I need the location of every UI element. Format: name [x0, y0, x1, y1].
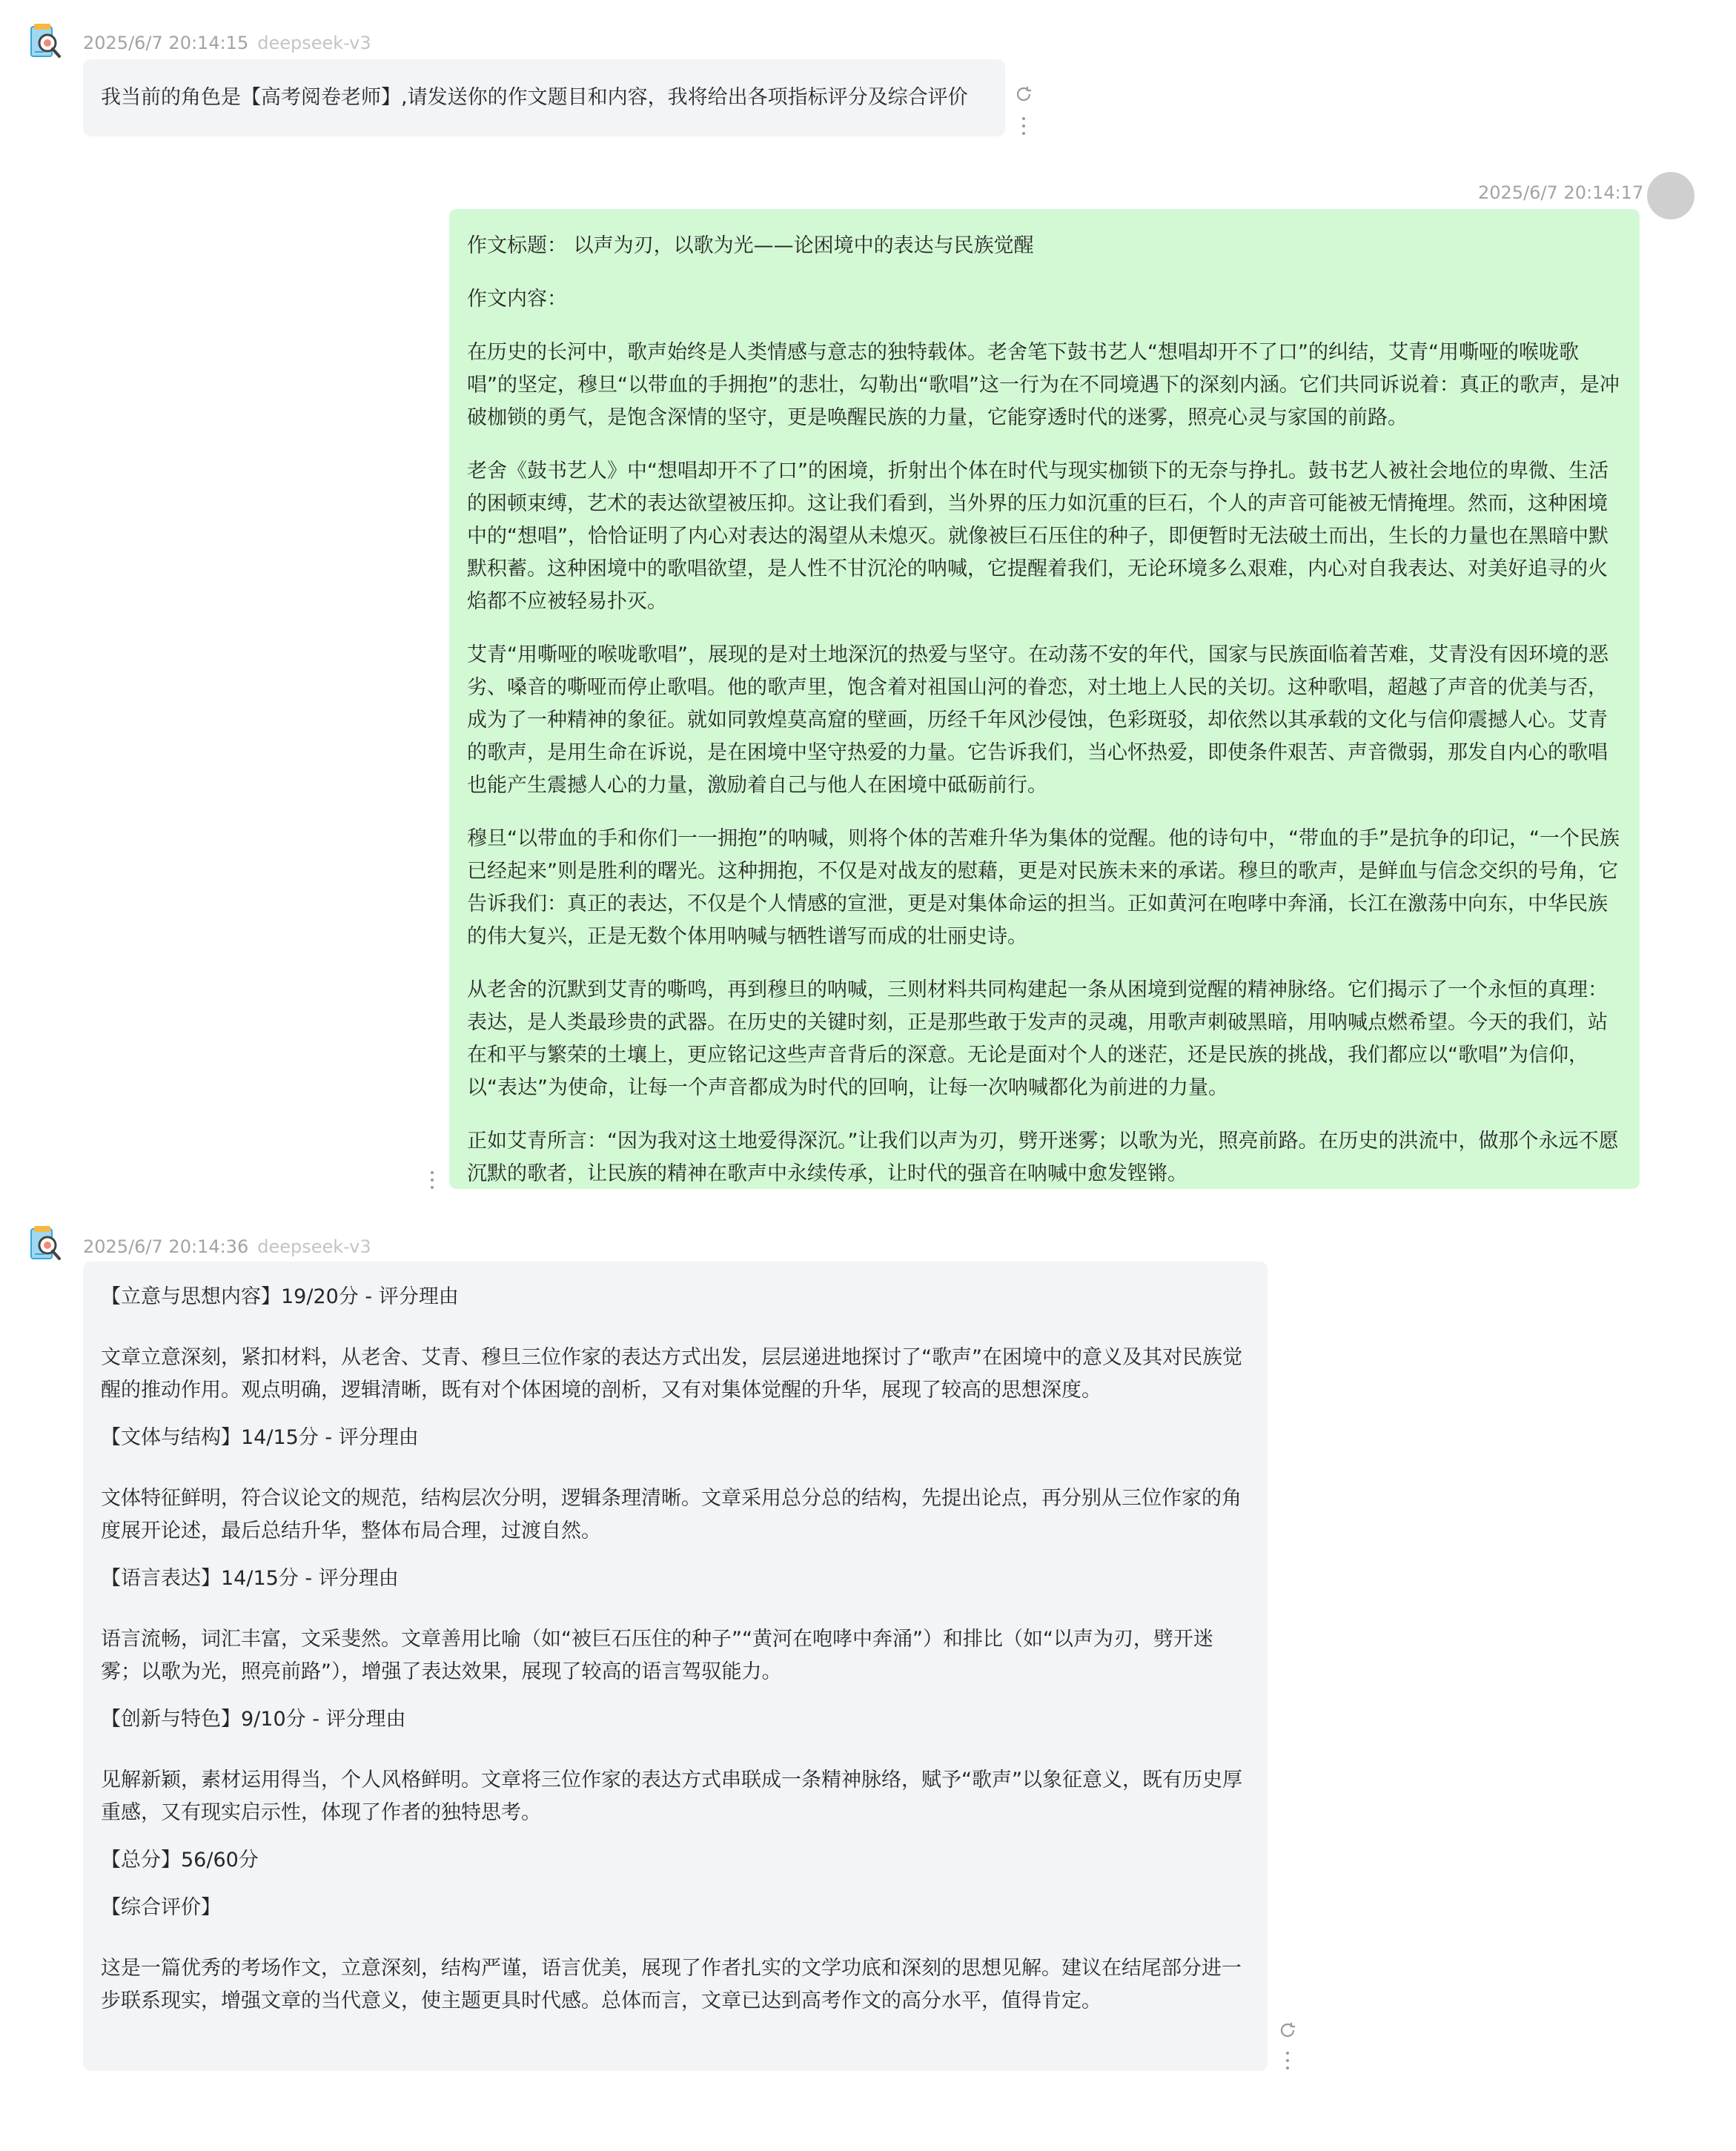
more-options-icon[interactable] [430, 1171, 434, 1190]
bot-avatar-icon [28, 1224, 62, 1263]
timestamp: 2025/6/7 20:14:17 [1478, 182, 1644, 203]
message-meta [1478, 182, 1643, 203]
message-meta [83, 1236, 371, 1257]
essay-paragraph: 在历史的长河中，歌声始终是人类情感与意志的独特载体。老舍笔下鼓书艺人“想唱却开不了口”的纠结，艾青“用嘶哑的喉咙歌唱”的坚定，穆旦“以带血的手拥抱”的悲壮，勾勒出“歌唱”这一行为在不同境遇下的深刻内涵。它们共同诉说着：真正的歌声，是冲破枷锁的勇气，是饱含深情的坚守，更是唤醒民族的力量，它能穿透时代的迷雾，照亮心灵与家国的前路。 [467, 341, 1620, 429]
message-bubble [83, 1262, 1268, 2071]
score-heading: 【语言表达】14/15分 - 评分理由 [101, 1567, 399, 1590]
model-name: deepseek-v3 [257, 33, 371, 53]
message-bubble [83, 59, 1005, 136]
overall-heading: 【综合评价】 [101, 1896, 221, 1919]
score-reason: 文章立意深刻，紧扣材料，从老舍、艾青、穆旦三位作家的表达方式出发，层层递进地探讨了“歌声”在困境中的意义及其对民族觉醒的推动作用。观点明确，逻辑清晰，既有对个体困境的剖析，又有对集体觉醒的升华，展现了较高的思想深度。 [101, 1346, 1242, 1402]
timestamp: 2025/6/7 20:14:15 [83, 33, 249, 53]
more-options-icon[interactable] [1285, 2052, 1290, 2071]
score-reason: 文体特征鲜明，符合议论文的规范，结构层次分明，逻辑条理清晰。文章采用总分总的结构，先提出论点，再分别从三位作家的角度展开论述，最后总结升华，整体布局合理，过渡自然。 [101, 1487, 1242, 1542]
regenerate-icon[interactable] [1278, 2021, 1297, 2043]
overall-comment: 这是一篇优秀的考场作文，立意深刻，结构严谨，语言优美，展现了作者扎实的文学功底和深刻的思想见解。建议在结尾部分进一步联系现实，增强文章的当代意义，使主题更具时代感。总体而言，文章已达到高考作文的高分水平，值得肯定。 [101, 1957, 1242, 2012]
essay-paragraph: 穆旦“以带血的手和你们一一拥抱”的呐喊，则将个体的苦难升华为集体的觉醒。他的诗句中，“带血的手”是抗争的印记，“一个民族已经起来”则是胜利的曙光。这种拥抱，不仅是对战友的慰藉，更是对民族未来的承诺。穆旦的歌声，是鲜血与信念交织的号角，它告诉我们：真正的表达，不仅是个人情感的宣泄，更是对集体命运的担当。正如黄河在咆哮中奔涌，长江在激荡中向东，中华民族的伟大复兴，正是无数个体用呐喊与牺牲谱写而成的壮丽史诗。 [467, 827, 1620, 948]
essay-paragraph: 艾青“用嘶哑的喉咙歌唱”，展现的是对土地深沉的热爱与坚守。在动荡不安的年代，国家与民族面临着苦难，艾青没有因环境的恶劣、嗓音的嘶哑而停止歌唱。他的歌声里，饱含着对祖国山河的眷恋，对土地上人民的关切。这种歌唱，超越了声音的优美与否，成为了一种精神的象征。就如同敦煌莫高窟的壁画，历经千年风沙侵蚀，色彩斑驳，却依然以其承载的文化与信仰震撼人心。艾青的歌声，是用生命在诉说，是在困境中坚守热爱的力量。它告诉我们，当心怀热爱，即使条件艰苦、声音微弱，那发自内心的歌唱也能产生震撼人心的力量，激励着自己与他人在困境中砥砺前行。 [467, 643, 1609, 797]
essay-paragraph: 从老舍的沉默到艾青的嘶鸣，再到穆旦的呐喊，三则材料共同构建起一条从困境到觉醒的精神脉络。它们揭示了一个永恒的真理：表达，是人类最珍贵的武器。在历史的关键时刻，正是那些敢于发声的灵魂，用歌声刺破黑暗，用呐喊点燃希望。今天的我们，站在和平与繁荣的土壤上，更应铭记这些声音背后的深意。无论是面对个人的迷茫，还是民族的挑战，我们都应以“歌唱”为信仰，以“表达”为使命，让每一个声音都成为时代的回响，让每一次呐喊都化为前进的力量。 [467, 978, 1608, 1099]
essay-content-label: 作文内容： [467, 288, 567, 311]
message-meta [83, 33, 371, 53]
message-bubble [449, 209, 1640, 1189]
regenerate-icon[interactable] [1014, 84, 1033, 107]
essay-title: 作文标题： 以声为刃，以歌为光——论困境中的表达与民族觉醒 [467, 234, 1034, 257]
model-name: deepseek-v3 [257, 1236, 371, 1257]
score-reason: 见解新颖，素材运用得当，个人风格鲜明。文章将三位作家的表达方式串联成一条精神脉络，赋予“歌声”以象征意义，既有历史厚重感，又有现实启示性，体现了作者的独特思考。 [101, 1769, 1242, 1824]
score-reason: 语言流畅，词汇丰富，文采斐然。文章善用比喻（如“被巨石压住的种子”“黄河在咆哮中奔涌”）和排比（如“以声为刃，劈开迷雾；以歌为光，照亮前路”），增强了表达效果，展现了较高的语言驾驭能力。 [101, 1628, 1213, 1683]
total-score: 【总分】56/60分 [101, 1849, 259, 1872]
timestamp: 2025/6/7 20:14:36 [83, 1236, 249, 1257]
bot-avatar-icon [28, 22, 62, 61]
score-heading: 【创新与特色】9/10分 - 评分理由 [101, 1708, 406, 1731]
user-avatar [1647, 172, 1694, 219]
score-heading: 【立意与思想内容】19/20分 - 评分理由 [101, 1285, 459, 1308]
message-text: 我当前的角色是【高考阅卷老师】,请发送你的作文题目和内容，我将给出各项指标评分及综合评价 [101, 86, 968, 109]
score-heading: 【文体与结构】14/15分 - 评分理由 [101, 1426, 419, 1449]
essay-paragraph: 正如艾青所言：“因为我对这土地爱得深沉。”让我们以声为刃，劈开迷雾；以歌为光，照亮前路。在历史的洪流中，做那个永远不愿沉默的歌者，让民族的精神在歌声中永续传承，让时代的强音在呐喊中愈发铿锵。 [467, 1130, 1619, 1185]
essay-paragraph: 老舍《鼓书艺人》中“想唱却开不了口”的困境，折射出个体在时代与现实枷锁下的无奈与挣扎。鼓书艺人被社会地位的卑微、生活的困顿束缚，艺术的表达欲望被压抑。这让我们看到，当外界的压力如沉重的巨石，个人的声音可能被无情掩埋。然而，这种困境中的“想唱”，恰恰证明了内心对表达的渴望从未熄灭。就像被巨石压住的种子，即便暂时无法破土而出，生长的力量也在黑暗中默默积蓄。这种困境中的歌唱欲望，是人性不甘沉沦的呐喊，它提醒着我们，无论环境多么艰难，内心对自我表达、对美好追寻的火焰都不应被轻易扑灭。 [467, 460, 1609, 613]
more-options-icon[interactable] [1021, 117, 1026, 136]
